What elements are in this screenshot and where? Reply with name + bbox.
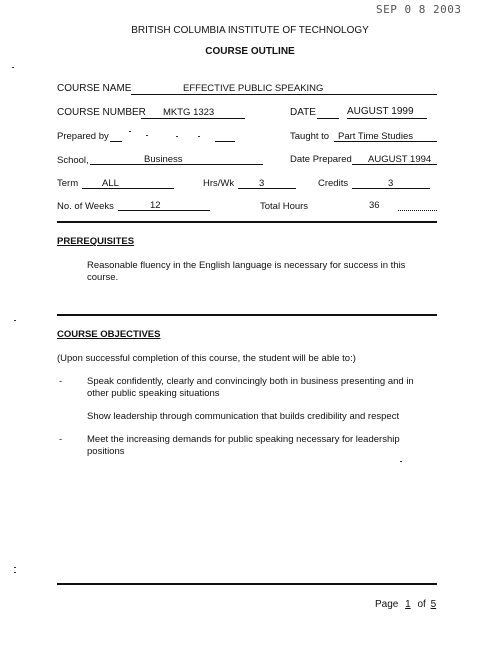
total-hours-label: Total Hours xyxy=(260,201,309,212)
page-number: 1 xyxy=(405,599,411,610)
objective-item-1 xyxy=(87,376,414,400)
footer-divider xyxy=(57,583,437,585)
section-divider xyxy=(57,221,437,223)
total-hours-value: 36 xyxy=(369,200,380,211)
prerequisites-line-1: Reasonable fluency in the English language is necessary for success in this xyxy=(87,260,406,271)
section-divider xyxy=(57,314,437,316)
prerequisites-heading: PREREQUISITES xyxy=(57,236,135,247)
objective-3-line-1: Meet the increasing demands for public speaking necessary for leadership xyxy=(87,434,400,445)
credits-value: 3 xyxy=(388,178,394,189)
objective-item-2: Show leadership through communication that builds credibility and respect xyxy=(87,411,400,422)
page-title: COURSE OUTLINE xyxy=(205,46,295,57)
hrs-wk-label: Hrs/Wk xyxy=(203,178,235,189)
objectives-intro: (Upon successful completion of this course, the student will be able to:) xyxy=(57,353,356,364)
date-prepared-value: AUGUST 1994 xyxy=(368,154,432,165)
weeks-value: 12 xyxy=(150,200,161,211)
date-value: AUGUST 1999 xyxy=(347,106,414,117)
weeks-label: No. of Weeks xyxy=(57,201,114,212)
prerequisites-line-2: course. xyxy=(87,272,119,283)
objective-1-line-2: other public speaking situations xyxy=(87,388,220,399)
objective-3-line-2: positions xyxy=(87,446,125,457)
course-name-value: EFFECTIVE PUBLIC SPEAKING xyxy=(183,83,324,94)
date-prepared-label: Date Prepared xyxy=(290,154,352,165)
objective-item-3 xyxy=(87,434,400,458)
hrs-wk-value: 3 xyxy=(259,178,265,189)
school-label: School xyxy=(57,155,87,166)
school-value: Business xyxy=(144,154,183,165)
bullet-marker: - xyxy=(59,376,63,387)
institution-name: BRITISH COLUMBIA INSTITUTE OF TECHNOLOGY xyxy=(131,25,369,36)
credits-label: Credits xyxy=(318,178,349,189)
term-label: Term xyxy=(57,178,79,189)
taught-to-value: Part Time Studies xyxy=(338,131,413,142)
objectives-heading: COURSE OBJECTIVES xyxy=(57,329,161,340)
course-number-label: COURSE NUMBER xyxy=(57,107,146,118)
course-number-value: MKTG 1323 xyxy=(163,107,215,118)
date-label: DATE xyxy=(290,107,316,118)
taught-to-label: Taught to xyxy=(290,131,330,142)
objective-1-line-1: Speak confidently, clearly and convincingly both in business presenting and in xyxy=(87,376,414,387)
prepared-by-label: Prepared by xyxy=(57,131,109,142)
page-total: 5 xyxy=(430,599,437,610)
page-indicator: Page 1 of 5 xyxy=(375,599,437,610)
received-date-stamp: SEP 0 8 2003 xyxy=(376,3,462,16)
course-name-label: COURSE NAME xyxy=(57,83,132,94)
prerequisites-text xyxy=(87,260,405,284)
bullet-marker: - xyxy=(59,434,63,445)
term-value: ALL xyxy=(102,178,119,189)
